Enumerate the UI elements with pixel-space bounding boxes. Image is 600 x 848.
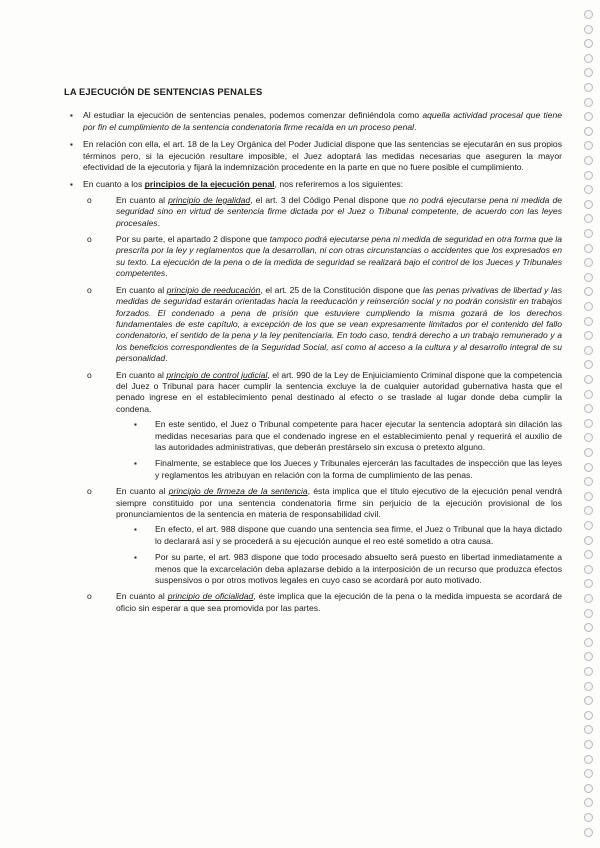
square-bullet-icon: ▪ — [134, 420, 137, 430]
binder-ring-icon — [584, 740, 593, 749]
binder-ring-icon — [584, 54, 593, 63]
binder-ring-icon — [584, 638, 593, 647]
principle-reeducacion: o En cuanto al principio de reeducación, el art. 25 de la Constitución dispone que las penas privativas de libertad y las medidas de seguridad estarán orientadas hacia la reeducación y reinserción social y no podrán consistir en trabajos forzados. El condenado a pena de prisión que estuviere cumpliendo la misma gozará de los derechos fundamentales de este capítulo, a excepción de los que se vean expresamente limitados por el contenido del fallo condenatorio, el sentido de la pena y la ley penitenciaria. En todo caso, tendrá derecho a un trabajo remunerado y a los beneficios correspondientes de la Seguridad Social, así como al acceso a la cultura y al desarrollo integral de su personalidad. — [87, 284, 562, 364]
binder-ring-icon — [584, 404, 593, 413]
list-item: ▪ Al estudiar la ejecución de sentencias penales, podemos comenzar definiéndola como aquella actividad procesal que tiene por fin el cumplimiento de la sentencia condenatoria firme recaída en un proceso penal. — [70, 110, 563, 132]
binder-ring-icon — [584, 448, 593, 457]
binder-ring-icon — [584, 419, 593, 428]
binder-ring-icon — [584, 784, 593, 793]
document-body — [64, 86, 562, 620]
binder-ring-icon — [584, 682, 593, 691]
sub-list — [116, 419, 562, 481]
binder-ring-icon — [584, 214, 593, 223]
binder-ring-icon — [584, 477, 593, 486]
square-bullet-icon: ▪ — [70, 111, 73, 121]
binder-ring-icon — [584, 229, 593, 238]
binder-ring-icon — [584, 302, 593, 311]
list-item: ▪ En cuanto a los principios de la ejecución penal, nos referiremos a los siguientes: o En cuanto al principio de legalidad, el art. 3 del Código Penal dispone que no podrá ejecutarse pena ni medida de seguridad sino en virtud de sentencia firme dictada por el Juez o Tribunal competente, de acuerdo con las leyes procesales. o Por su parte, el apartado 2 dispone que tampoco podrá ejecutarse pena ni medida de seguridad en otra forma que la prescrita por la ley y reglamentos que la desarrollan, ni con otras circunstancias o accidentes que los expresados en su texto. La ejecución de la pena o de la medida de seguridad se realizará bajo el control de los Jueces y Tribunales competentes. o En cuanto al principio de reeducación, el art. 25 de la Constitución dispone que las penas privativas de libertad y las medidas de seguridad estarán orientadas hacia la reeducación y reinserción social y no podrán consistir en trabajos forzados. El condenado a pena de prisión que estuviere cumpliendo la misma gozará de los derechos fundamentales de este capítulo, a excepción de los que se vean expresamente limitados por el contenido del fallo condenatorio, el sentido de la pena y la ley penitenciaria. En todo caso, tendrá derecho a un trabajo remunerado y a los beneficios correspondientes de la Seguridad Social, así como al acceso a la cultura y al desarrollo integral de su personalidad. o En cuanto al principio de control judicial, el art. 990 de la Ley de Enjuiciamiento Criminal dispone que la competencia del Juez o Tribunal para hacer cumplir la sentencia excluye la de cualquier autoridad gubernativa hasta que el penado ingrese en el establecimiento penal destinado al efecto o se traslade al lugar donde deba cumplir la condena. ▪ En este sentido, el Juez o Tribunal competente para hacer ejecutar la sentencia adoptará sin dilación las medidas necesarias para que el condenado ingrese en el establecimiento penal y requerirá el auxilio de las autoridades administrativas, que deberán prestárselo sin excusa o pretexto alguno. ▪ Finalmente, se establece que los Jueces y Tribunales ejercerán las facultades de inspección que las leyes y reglamentos les atribuyan en relación con la forma de cumplimiento de las penas. o En cuanto al principio de firmeza de la sentencia, ésta implica que el título ejecutivo de la ejecución penal vendrá siempre constituido por una sentencia condenatoria firme sin perjuicio de la ejecución provisional de los pronunciamientos de la sentencia en materia de responsabilidad civil. ▪ En efecto, el art. 988 dispone que cuando una sentencia sea firme, el Juez o Tribunal que la haya dictado lo declarará así y se procederá a su ejecución aunque el reo esté sometido a otra causa. ▪ Por su parte, el art. 983 dispone que todo procesado absuelto será puesto en libertad inmediatamente a menos que la excarcelación deba aplazarse debido a la interposición de un recurso que produzca efectos suspensivos o por otros motivos legales en cuyo caso se acordará por auto motivado. o En cuanto al principio de oficialidad, éste implica que la ejecución de la pena o la medida impuesta se acordará de oficio sin esperar a que sea promovida por las partes. — [70, 179, 563, 613]
binder-ring-icon — [584, 652, 593, 661]
circle-bullet-icon: o — [87, 194, 92, 205]
binder-ring-icon — [584, 127, 593, 136]
circle-bullet-icon: o — [87, 486, 92, 497]
binder-ring-icon — [584, 609, 593, 618]
principle-legalidad-apartado-2: o Por su parte, el apartado 2 dispone que tampoco podrá ejecutarse pena ni medida de seguridad en otra forma que la prescrita por la ley y reglamentos que la desarrollan, ni con otras circunstancias o accidentes que los expresados en su texto. La ejecución de la pena o de la medida de seguridad se realizará bajo el control de los Jueces y Tribunales competentes. — [87, 234, 562, 279]
principle-control-judicial: o En cuanto al principio de control judicial, el art. 990 de la Ley de Enjuiciamiento Criminal dispone que la competencia del Juez o Tribunal para hacer cumplir la sentencia excluye la de cualquier autoridad gubernativa hasta que el penado ingrese en el establecimiento penal destinado al efecto o se traslade al lugar donde deba cumplir la condena. ▪ En este sentido, el Juez o Tribunal competente para hacer ejecutar la sentencia adoptará sin dilación las medidas necesarias para que el condenado ingrese en el establecimiento penal y requerirá el auxilio de las autoridades administrativas, que deberán prestárselo sin excusa o pretexto alguno. ▪ Finalmente, se establece que los Jueces y Tribunales ejercerán las facultades de inspección que las leyes y reglamentos les atribuyan en relación con la forma de cumplimiento de las penas. — [87, 369, 563, 480]
binder-ring-icon — [584, 550, 593, 559]
circle-bullet-icon: o — [87, 234, 92, 245]
binder-ring-icon — [584, 565, 593, 574]
binder-ring-icon — [584, 171, 593, 180]
binder-ring-icon — [584, 755, 593, 764]
binder-ring-icon — [584, 346, 593, 355]
square-bullet-icon: ▪ — [70, 180, 73, 190]
binder-ring-icon — [584, 83, 593, 92]
circle-bullet-icon: o — [87, 284, 92, 295]
binder-ring-icon — [584, 696, 593, 705]
binder-ring-icon — [584, 141, 593, 150]
list-item: ▪ Finalmente, se establece que los Jueces y Tribunales ejercerán las facultades de inspección que las leyes y reglamentos les atribuyan en relación con la forma de cumplimiento de las penas. — [134, 458, 562, 480]
square-bullet-icon: ▪ — [70, 140, 73, 150]
binder-ring-icon — [584, 10, 593, 19]
binder-ring-icon — [584, 185, 593, 194]
binder-ring-icon — [584, 112, 593, 121]
binder-ring-icon — [584, 798, 593, 807]
binder-ring-icon — [584, 39, 593, 48]
binder-ring-icon — [584, 244, 593, 253]
binder-ring-icon — [584, 667, 593, 676]
binder-ring-icon — [584, 331, 593, 340]
binder-ring-icon — [584, 579, 593, 588]
circle-bullet-icon: o — [87, 369, 92, 380]
sub-list — [116, 524, 562, 586]
list-item: ▪ En efecto, el art. 988 dispone que cuando una sentencia sea firme, el Juez o Tribunal que la haya dictado lo declarará así y se procederá a su ejecución aunque el reo esté sometido a otra causa. — [134, 524, 562, 546]
binder-ring-icon — [584, 200, 593, 209]
binder-ring-icon — [584, 433, 593, 442]
binder-ring-icon — [584, 390, 593, 399]
principle-oficialidad: o En cuanto al principio de oficialidad, éste implica que la ejecución de la pena o la medida impuesta se acordará de oficio sin esperar a que sea promovida por las partes. — [87, 591, 563, 613]
binder-ring-icon — [584, 360, 593, 369]
binder-ring-icon — [584, 98, 593, 107]
binder-ring-icon — [584, 725, 593, 734]
principle-legalidad: o En cuanto al principio de legalidad, el art. 3 del Código Penal dispone que no podrá ejecutarse pena ni medida de seguridad sino en virtud de sentencia firme dictada por el Juez o Tribunal competente, de acuerdo con las leyes procesales. — [87, 194, 562, 228]
binder-ring-icon — [584, 521, 593, 530]
list-item: ▪ En este sentido, el Juez o Tribunal competente para hacer ejecutar la sentencia adoptará sin dilación las medidas necesarias para que el condenado ingrese en el establecimiento penal y requerirá el auxilio de las autoridades administrativas, que deberán prestárselo sin excusa o pretexto alguno. — [134, 419, 562, 452]
square-bullet-icon: ▪ — [134, 459, 137, 469]
page-title: LA EJECUCIÓN DE SENTENCIAS PENALES — [64, 86, 263, 97]
square-bullet-icon: ▪ — [134, 525, 137, 535]
binder-ring-icon — [584, 463, 593, 472]
square-bullet-icon: ▪ — [134, 553, 137, 563]
binder-ring-icon — [584, 828, 593, 837]
binder-ring-icon — [584, 375, 593, 384]
binder-ring-icon — [584, 25, 593, 34]
binder-ring-icon — [584, 623, 593, 632]
principles-list — [83, 195, 562, 614]
binder-ring-icon — [584, 813, 593, 822]
binder-ring-icon — [584, 68, 593, 77]
binder-ring-icon — [584, 711, 593, 720]
binder-ring-icon — [584, 594, 593, 603]
binder-ring-icon — [584, 156, 593, 165]
principle-firmeza: o En cuanto al principio de firmeza de la sentencia, ésta implica que el título ejecutivo de la ejecución penal vendrá siempre constituido por una sentencia condenatoria firme sin perjuicio de la ejecución provisional de los pronunciamientos de la sentencia en materia de responsabilidad civil. ▪ En efecto, el art. 988 dispone que cuando una sentencia sea firme, el Juez o Tribunal que la haya dictado lo declarará así y se procederá a su ejecución aunque el reo esté sometido a otra causa. ▪ Por su parte, el art. 983 dispone que todo procesado absuelto será puesto en libertad inmediatamente a menos que la excarcelación deba aplazarse debido a la interposición de un recurso que produzca efectos suspensivos o por otros motivos legales en cuyo caso se acordará por auto motivado. — [87, 486, 562, 586]
circle-bullet-icon: o — [87, 591, 92, 602]
binder-ring-icon — [584, 287, 593, 296]
list-item: ▪ Por su parte, el art. 983 dispone que todo procesado absuelto será puesto en libertad inmediatamente a menos que la excarcelación deba aplazarse debido a la interposición de un recurso que produzca efectos suspensivos o por otros motivos legales en cuyo caso se acordará por auto motivado. — [134, 552, 562, 586]
binder-ring-icon — [584, 273, 593, 282]
binding-rings — [580, 0, 600, 848]
binder-ring-icon — [584, 536, 593, 545]
list-item: ▪ En relación con ella, el art. 18 de la Ley Orgánica del Poder Judicial dispone que las sentencias se ejecutarán en sus propios términos pero, si la ejecución resultare imposible, el Juez adoptará las medidas necesarias que aseguren la mayor efectividad de la ejecutoria y fijará la indemnización procedente en la parte en que no fuere posible el cumplimiento. — [70, 139, 562, 173]
binder-ring-icon — [584, 317, 593, 326]
binder-ring-icon — [584, 258, 593, 267]
main-list — [64, 110, 562, 614]
binder-ring-icon — [584, 506, 593, 515]
binder-ring-icon — [584, 769, 593, 778]
binder-ring-icon — [584, 492, 593, 501]
